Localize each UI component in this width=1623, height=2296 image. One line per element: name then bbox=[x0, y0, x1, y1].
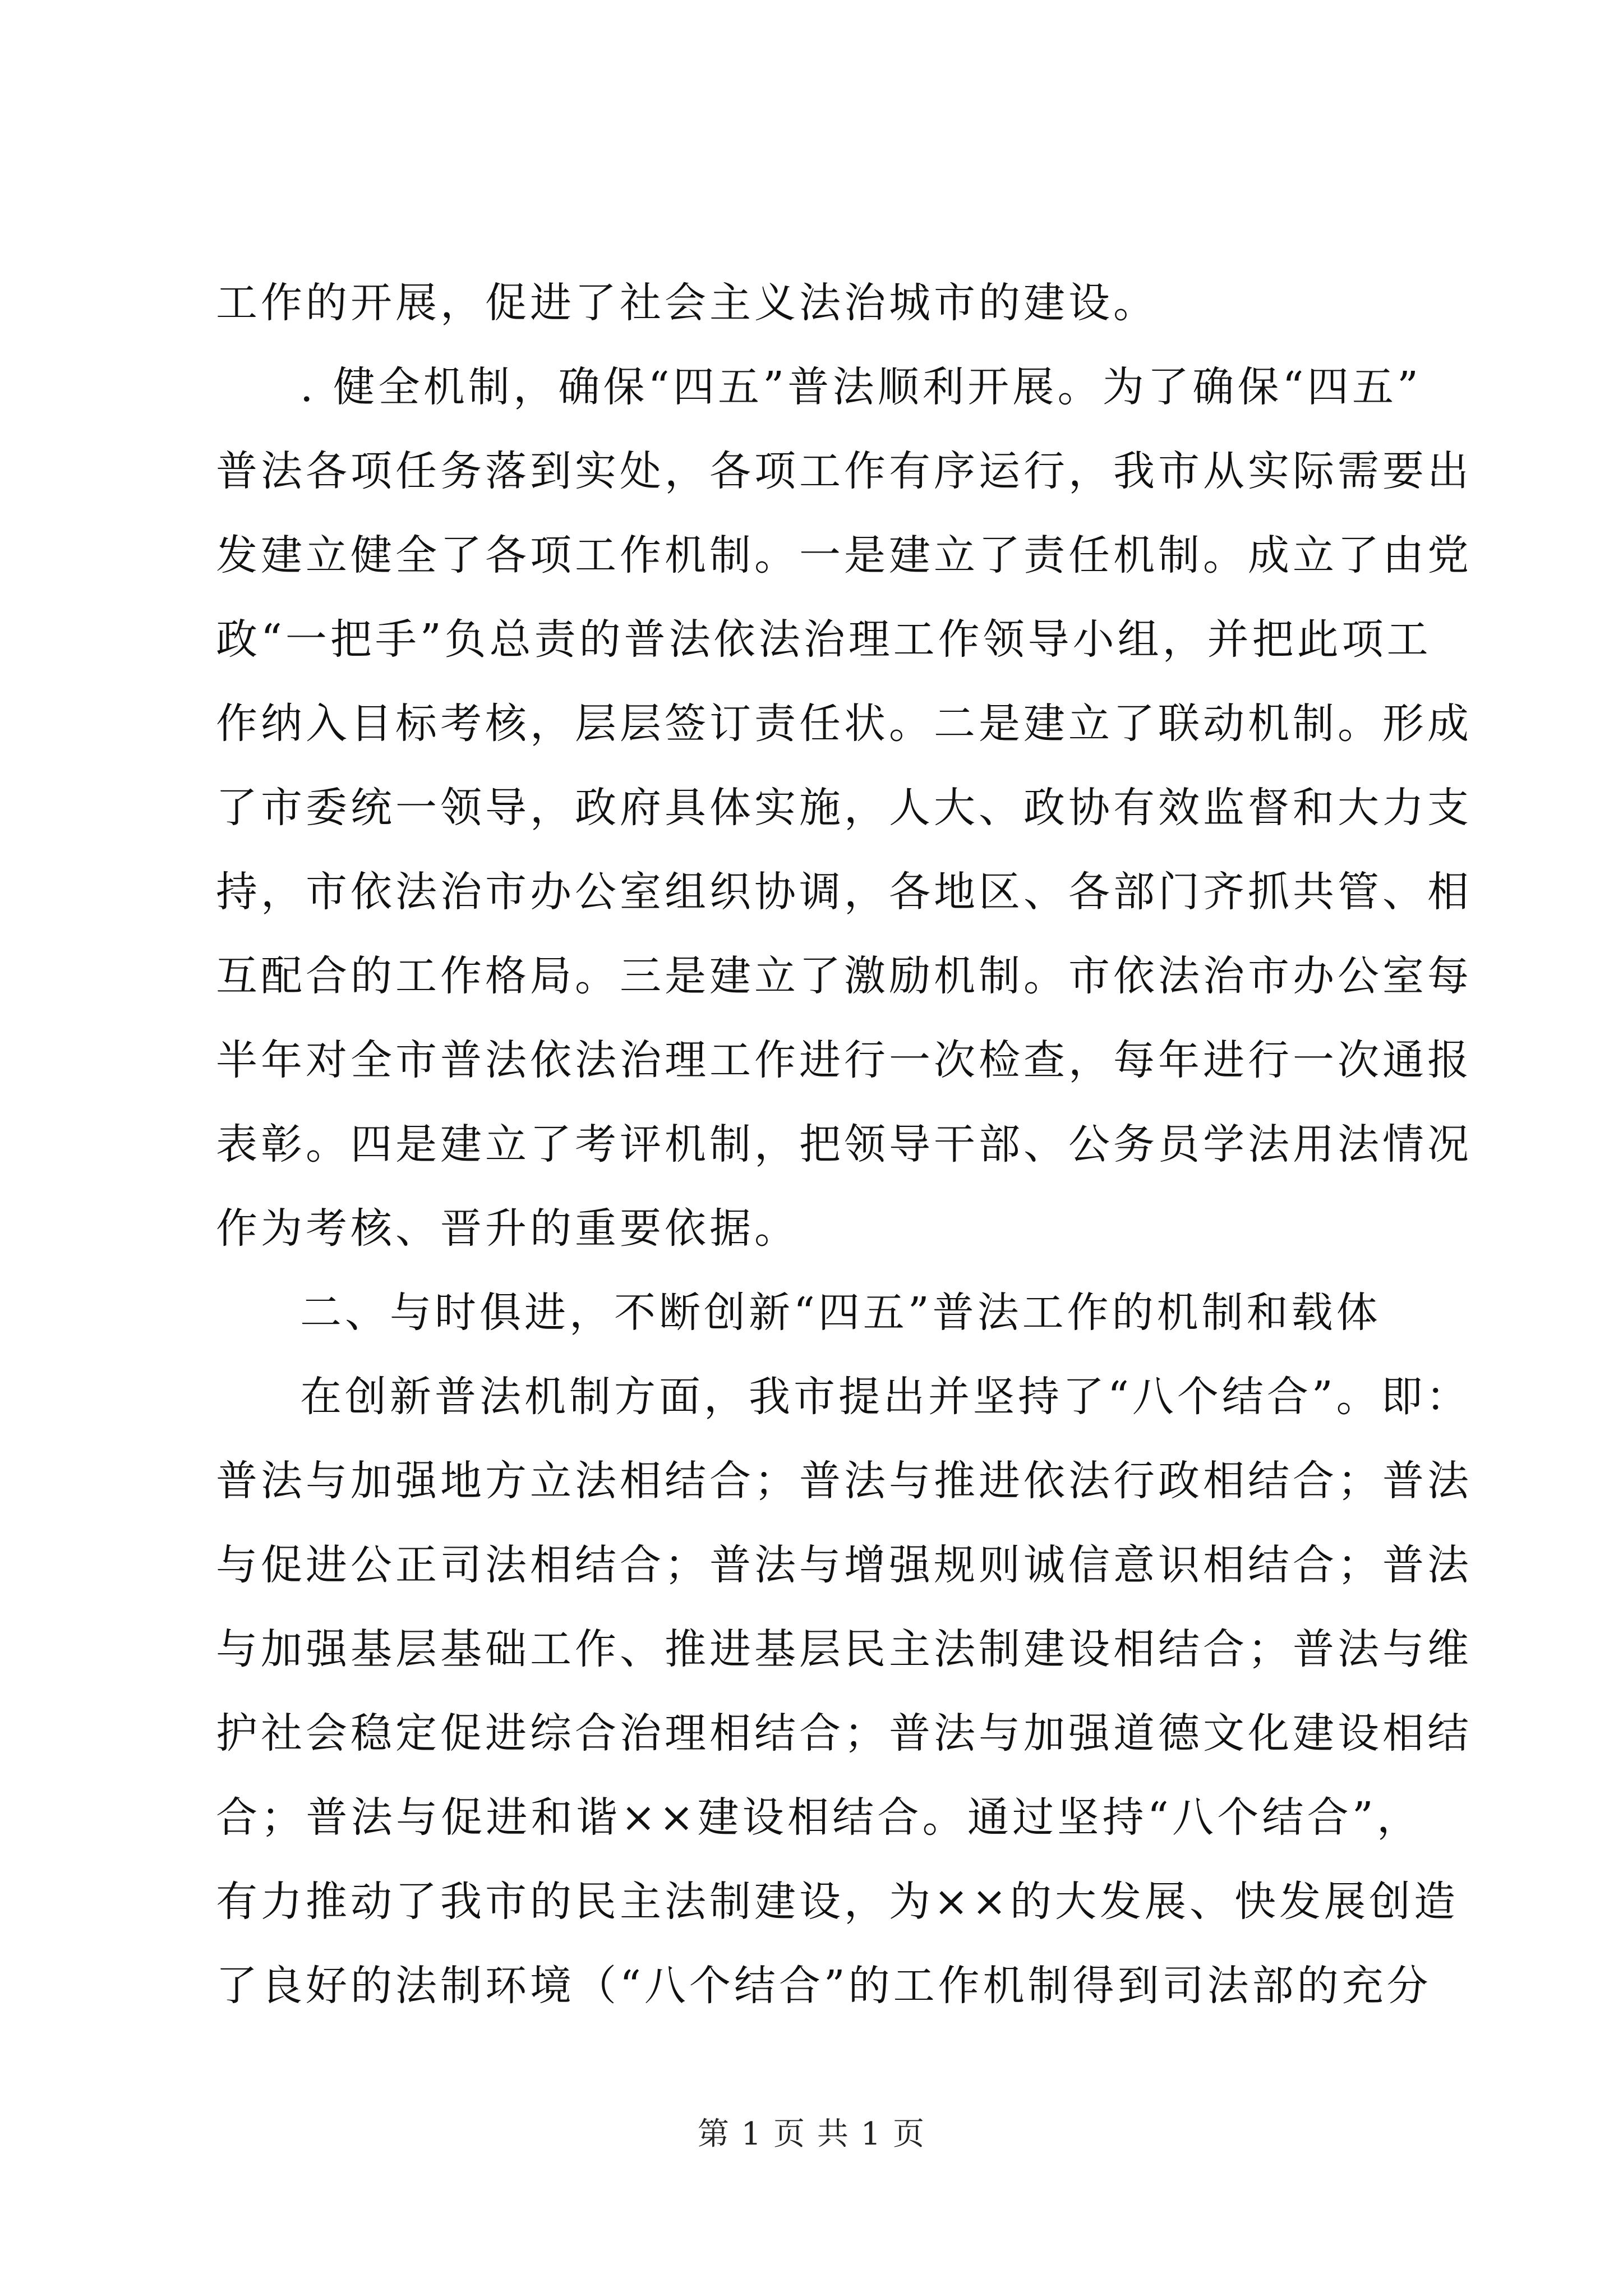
text-line-2: . 健全机制，确保“四五”普法顺利开展。为了确保“四五” bbox=[300, 363, 1422, 411]
text-line-8: 持，市依法治市办公室组织协调，各地区、各部门齐抓共管、相 bbox=[216, 868, 1472, 916]
text-line-9: 互配合的工作格局。三是建立了激励机制。市依法治市办公室每 bbox=[216, 952, 1472, 1000]
page-footer: 第 1 页 共 1 页 bbox=[697, 2116, 926, 2152]
text-line-17: 与加强基层基础工作、推进基层民主法制建设相结合；普法与维 bbox=[216, 1625, 1472, 1673]
text-line-18: 护社会稳定促进综合治理相结合；普法与加强道德文化建设相结 bbox=[216, 1709, 1472, 1757]
text-line-15: 普法与加强地方立法相结合；普法与推进依法行政相结合；普法 bbox=[216, 1457, 1472, 1505]
text-line-16: 与促进公正司法相结合；普法与增强规则诚信意识相结合；普法 bbox=[216, 1541, 1472, 1589]
text-line-19: 合；普法与促进和谐××建设相结合。通过坚持“八个结合”， bbox=[216, 1793, 1422, 1842]
text-line-4: 发建立健全了各项工作机制。一是建立了责任机制。成立了由党 bbox=[216, 531, 1472, 579]
text-line-21: 了良好的法制环境（“八个结合”的工作机制得到司法部的充分 bbox=[216, 1962, 1432, 2010]
text-line-3: 普法各项任务落到实处，各项工作有序运行，我市从实际需要出 bbox=[216, 447, 1472, 495]
text-line-1: 工作的开展，促进了社会主义法治城市的建设。 bbox=[216, 279, 1158, 327]
section-heading: 二、与时俱进，不断创新“四五”普法工作的机制和载体 bbox=[300, 1289, 1381, 1337]
text-line-14: 在创新普法机制方面，我市提出并坚持了“八个结合”。即： bbox=[300, 1373, 1471, 1421]
text-line-11: 表彰。四是建立了考评机制，把领导干部、公务员学法用法情况 bbox=[216, 1120, 1472, 1168]
text-line-12: 作为考核、晋升的重要依据。 bbox=[216, 1204, 799, 1253]
text-line-7: 了市委统一领导，政府具体实施，人大、政协有效监督和大力支 bbox=[216, 784, 1472, 832]
text-line-20: 有力推动了我市的民主法制建设，为××的大发展、快发展创造 bbox=[216, 1878, 1459, 1926]
text-line-5: 政“一把手”负总责的普法依法治理工作领导小组，并把此项工 bbox=[216, 615, 1432, 664]
text-line-6: 作纳入目标考核，层层签订责任状。二是建立了联动机制。形成 bbox=[216, 700, 1472, 748]
text-line-10: 半年对全市普法依法治理工作进行一次检查，每年进行一次通报 bbox=[216, 1036, 1472, 1084]
